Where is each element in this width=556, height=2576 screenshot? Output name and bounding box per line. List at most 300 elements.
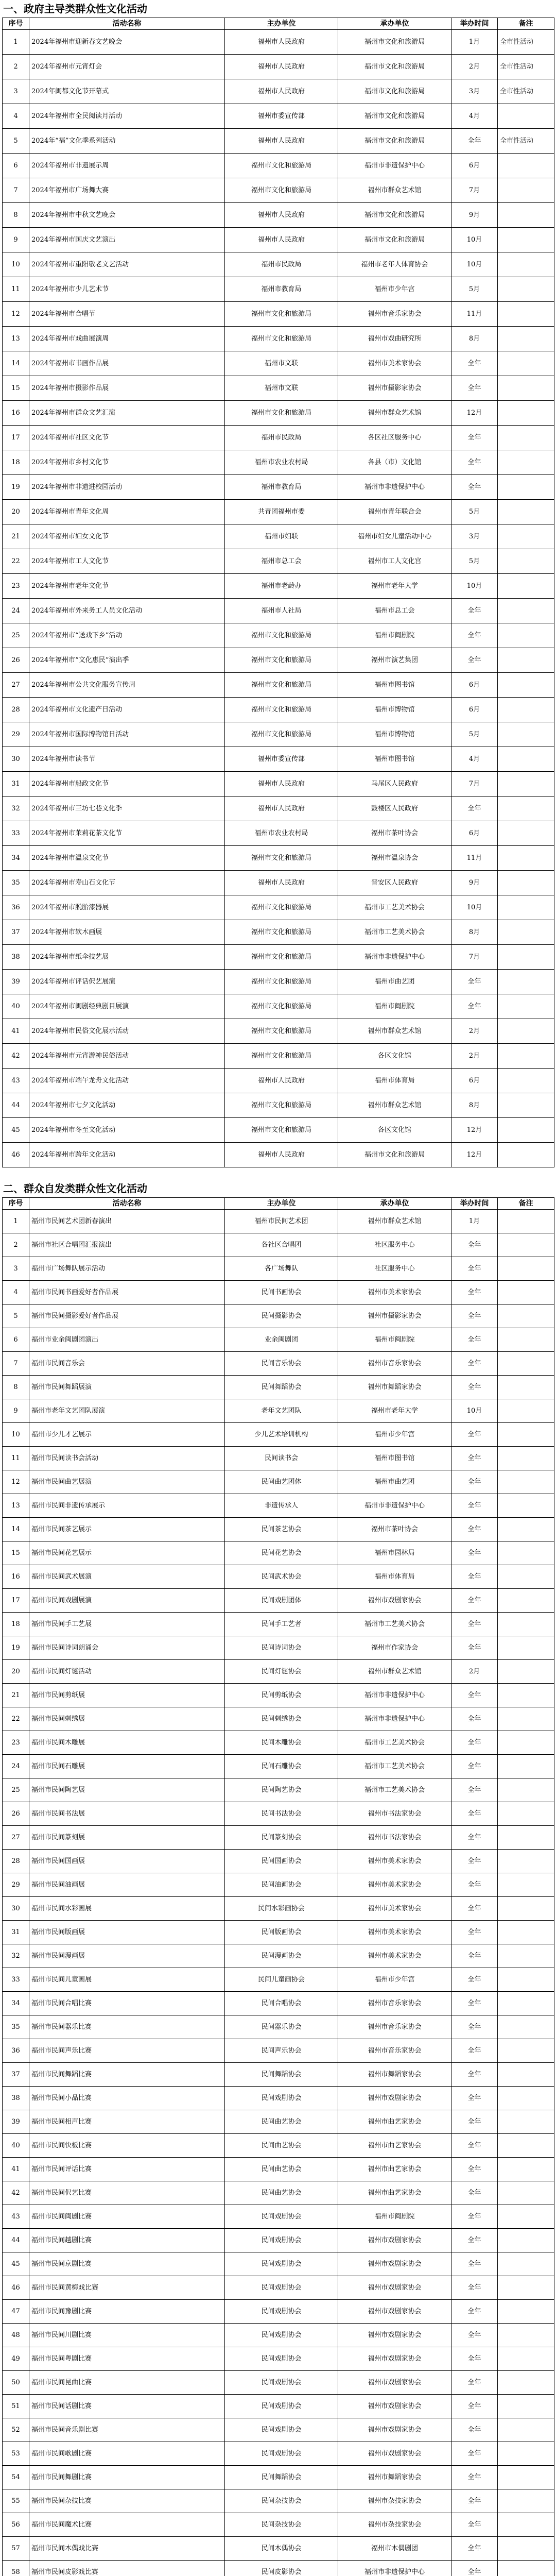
cell-time: 6月 [451,821,498,846]
cell-note [498,895,554,920]
cell-name: 福州市民间水彩画展 [29,1897,225,1921]
cell-name: 2024年福州市公共文化服务宣传周 [29,673,225,698]
cell-no: 37 [3,2063,29,2087]
cell-time: 8月 [451,327,498,351]
cell-org: 福州市博物馆 [338,722,451,747]
cell-org: 福州市演艺集团 [338,648,451,673]
cell-no: 19 [3,475,29,500]
cell-note [498,2537,554,2561]
cell-name: 2024年福州市少儿艺术节 [29,277,225,302]
cell-note [498,2158,554,2181]
cell-time: 8月 [451,1093,498,1118]
cell-host: 福州市文化和旅游局 [225,401,338,426]
cell-no: 10 [3,252,29,277]
cell-note: 全市性活动 [498,30,554,55]
cell-host: 福州市文化和旅游局 [225,1019,338,1044]
table-row [3,1093,554,1118]
cell-time: 全年 [451,2252,498,2276]
cell-host: 民间戏剧团体 [225,1589,338,1613]
cell-host: 民间杂技协会 [225,2489,338,2513]
column-header-note: 备注 [498,18,554,30]
cell-name: 福州市老年文艺团队展演 [29,1399,225,1423]
cell-host: 民间舞蹈协会 [225,2466,338,2489]
cell-name: 2024年福州市戏曲展演周 [29,327,225,351]
cell-org: 福州市戏曲研究所 [338,327,451,351]
cell-no: 35 [3,871,29,895]
cell-no: 6 [3,1328,29,1352]
cell-time: 全年 [451,1921,498,1944]
cell-note [498,1423,554,1447]
table-row [3,376,554,401]
cell-time: 全年 [451,1541,498,1565]
cell-org: 福州市闽剧院 [338,623,451,648]
table-row [3,648,554,673]
cell-no: 30 [3,747,29,772]
cell-name: 2024年福州市脱胎漆器展 [29,895,225,920]
table-row [3,1589,554,1613]
cell-no: 12 [3,302,29,327]
cell-no: 41 [3,2158,29,2181]
cell-time: 1月 [451,1210,498,1233]
table-row [3,2418,554,2442]
cell-org: 福州市工艺美术协会 [338,1613,451,1636]
cell-host: 民间版画协会 [225,1921,338,1944]
cell-no: 9 [3,228,29,252]
cell-host: 民间戏剧协会 [225,2324,338,2347]
cell-org: 福州市少年宫 [338,1968,451,1992]
cell-host: 福州市文化和旅游局 [225,846,338,871]
cell-host: 福州市人民政府 [225,796,338,821]
cell-note [498,846,554,871]
cell-note [498,2181,554,2205]
cell-note [498,1376,554,1399]
cell-name: 2024年福州市重阳敬老文艺活动 [29,252,225,277]
cell-no: 43 [3,2205,29,2229]
cell-no: 40 [3,2134,29,2158]
table-row [3,623,554,648]
cell-no: 24 [3,1755,29,1778]
cell-no: 26 [3,648,29,673]
cell-org: 福州市曲艺家协会 [338,2134,451,2158]
cell-note [498,1093,554,1118]
cell-no: 15 [3,1541,29,1565]
table-row [3,1069,554,1093]
table-row [3,698,554,722]
cell-name: 福州市民间儿童画展 [29,1968,225,1992]
cell-name: 2024年闽都文化节开幕式 [29,79,225,104]
cell-no: 18 [3,1613,29,1636]
cell-no: 14 [3,1518,29,1541]
cell-org: 福州市摄影家协会 [338,1304,451,1328]
cell-note [498,154,554,178]
cell-no: 3 [3,79,29,104]
cell-note [498,2347,554,2371]
cell-name: 2024年福州市闽剧经典剧目展演 [29,994,225,1019]
cell-host: 民间音乐协会 [225,1352,338,1376]
cell-note [498,1044,554,1069]
table-row [3,79,554,104]
section-1 [0,0,556,1180]
cell-time: 全年 [451,1233,498,1257]
cell-host: 民间曲艺团体 [225,1470,338,1494]
cell-no: 38 [3,945,29,970]
cell-no: 10 [3,1423,29,1447]
cell-name: 福州市民间曲艺展演 [29,1470,225,1494]
cell-no: 1 [3,1210,29,1233]
cell-note [498,426,554,450]
cell-org: 福州市闽剧院 [338,1328,451,1352]
cell-time: 全年 [451,2395,498,2418]
cell-no: 22 [3,1707,29,1731]
table-row [3,154,554,178]
cell-org: 福州市文化和旅游局 [338,55,451,79]
cell-time: 9月 [451,871,498,895]
cell-no: 58 [3,2561,29,2576]
cell-time: 9月 [451,203,498,228]
cell-time: 10月 [451,1399,498,1423]
cell-time: 10月 [451,895,498,920]
cell-note [498,722,554,747]
table-row [3,104,554,129]
cell-name: 福州市民间小品比赛 [29,2087,225,2110]
cell-org: 社区服务中心 [338,1257,451,1281]
table-row [3,30,554,55]
cell-name: 福州市民间京剧比赛 [29,2252,225,2276]
cell-note [498,1281,554,1304]
table-row [3,500,554,524]
cell-note: 全市性活动 [498,129,554,154]
cell-org: 福州市书法家协会 [338,1826,451,1850]
table-row [3,1897,554,1921]
table-row [3,277,554,302]
cell-org: 福州市舞蹈家协会 [338,1376,451,1399]
cell-note [498,2087,554,2110]
cell-time: 全年 [451,623,498,648]
cell-note [498,1992,554,2015]
cell-host: 福州市委宣传部 [225,747,338,772]
cell-no: 53 [3,2442,29,2466]
cell-note [498,1944,554,1968]
cell-host: 民间石雕协会 [225,1755,338,1778]
cell-note [498,1565,554,1589]
cell-org: 马尾区人民政府 [338,772,451,796]
cell-time: 4月 [451,104,498,129]
cell-org: 福州市老年大学 [338,574,451,599]
cell-org: 福州市美术家协会 [338,1281,451,1304]
cell-time: 全年 [451,376,498,401]
cell-note [498,1968,554,1992]
cell-host: 民间灯谜协会 [225,1660,338,1684]
cell-time: 全年 [451,2300,498,2324]
cell-org: 福州市美术家协会 [338,1897,451,1921]
cell-org: 福州市茶叶协会 [338,821,451,846]
table-row [3,1684,554,1707]
cell-name: 福州市民间豫剧比赛 [29,2300,225,2324]
cell-org: 福州市木偶剧团 [338,2537,451,2561]
table-row [3,203,554,228]
table-row [3,1518,554,1541]
cell-time: 全年 [451,2276,498,2300]
table-row [3,574,554,599]
cell-time: 全年 [451,2442,498,2466]
cell-note [498,2513,554,2537]
cell-org: 福州市戏剧家协会 [338,1589,451,1613]
cell-no: 14 [3,351,29,376]
cell-name: 福州市民间相声比赛 [29,2110,225,2134]
cell-no: 37 [3,920,29,945]
table-row [3,2347,554,2371]
cell-note [498,277,554,302]
cell-org: 福州市非遗保护中心 [338,945,451,970]
cell-host: 民间舞蹈协会 [225,2063,338,2087]
cell-name: 2024年福州市纸伞技艺展 [29,945,225,970]
cell-org: 福州市非遗保护中心 [338,154,451,178]
table-row [3,1494,554,1518]
cell-host: 民间皮影协会 [225,2561,338,2576]
table-row [3,351,554,376]
cell-time: 3月 [451,524,498,549]
cell-name: 2024年福州市七夕文化活动 [29,1093,225,1118]
cell-name: 福州市民间国画展 [29,1850,225,1873]
cell-host: 福州市人民政府 [225,203,338,228]
cell-no: 7 [3,1352,29,1376]
cell-no: 29 [3,1873,29,1897]
cell-host: 民间国画协会 [225,1850,338,1873]
cell-no: 33 [3,1968,29,1992]
cell-org: 福州市美术家协会 [338,1850,451,1873]
cell-org: 福州市美术家协会 [338,1921,451,1944]
cell-time: 12月 [451,1118,498,1143]
table-row [3,1044,554,1069]
cell-note [498,1304,554,1328]
cell-time: 全年 [451,2466,498,2489]
cell-note [498,1328,554,1352]
cell-time: 全年 [451,2134,498,2158]
cell-time: 全年 [451,1447,498,1470]
table-row [3,1755,554,1778]
cell-note [498,549,554,574]
cell-host: 福州市农业农村局 [225,450,338,475]
cell-name: 2024年福州市外来务工人员文化活动 [29,599,225,623]
cell-name: 2024年福州市民俗文化展示活动 [29,1019,225,1044]
table-row [3,2181,554,2205]
cell-name: 福州市民间戏剧展演 [29,1589,225,1613]
cell-note [498,228,554,252]
cell-no: 19 [3,1636,29,1660]
cell-no: 49 [3,2347,29,2371]
cell-no: 46 [3,1143,29,1167]
cell-name: 福州市民间魔术比赛 [29,2513,225,2537]
cell-org: 福州市作家协会 [338,1636,451,1660]
cell-host: 民间木偶协会 [225,2537,338,2561]
cell-name: 福州市民间石雕展 [29,1755,225,1778]
cell-note [498,1613,554,1636]
cell-time: 10月 [451,252,498,277]
cell-time: 全年 [451,1589,498,1613]
cell-host: 民间曲艺协会 [225,2181,338,2205]
cell-time: 全年 [451,2229,498,2252]
cell-note [498,2063,554,2087]
table-row [3,2158,554,2181]
cell-host: 福州市人民政府 [225,79,338,104]
cell-note [498,1921,554,1944]
cell-time: 12月 [451,401,498,426]
cell-org: 福州市摄影家协会 [338,376,451,401]
cell-name: 福州市民间昆曲比赛 [29,2371,225,2395]
cell-host: 福州市人民政府 [225,129,338,154]
cell-no: 13 [3,1494,29,1518]
cell-time: 6月 [451,154,498,178]
cell-time: 全年 [451,2561,498,2576]
cell-org: 福州市体育局 [338,1069,451,1093]
cell-host: 非遗传承人 [225,1494,338,1518]
cell-name: 福州市民间舞蹈比赛 [29,2063,225,2087]
cell-host: 共青团福州市委 [225,500,338,524]
cell-host: 民间戏剧协会 [225,2229,338,2252]
cell-no: 44 [3,1093,29,1118]
table-row [3,450,554,475]
cell-org: 福州市青年联合会 [338,500,451,524]
table-row [3,1019,554,1044]
cell-org: 福州市曲艺家协会 [338,2181,451,2205]
cell-host: 民间书画协会 [225,1281,338,1304]
cell-time: 全年 [451,1944,498,1968]
cell-name: 2024年福州市群众文艺汇演 [29,401,225,426]
cell-note [498,1019,554,1044]
cell-no: 41 [3,1019,29,1044]
cell-host: 民间戏剧协会 [225,2371,338,2395]
cell-time: 全年 [451,1778,498,1802]
cell-org: 福州市戏剧家协会 [338,2395,451,2418]
cell-name: 福州市民间杂技比赛 [29,2489,225,2513]
cell-no: 4 [3,1281,29,1304]
cell-time: 全年 [451,1565,498,1589]
cell-no: 25 [3,623,29,648]
cell-name: 福州市民间艺术团新春演出 [29,1210,225,1233]
cell-org: 福州市群众艺术馆 [338,1093,451,1118]
cell-name: 福州市民间武术展演 [29,1565,225,1589]
cell-org: 福州市非遗保护中心 [338,2561,451,2576]
cell-time: 3月 [451,79,498,104]
cell-time: 全年 [451,2039,498,2063]
cell-name: 福州市广场舞队展示活动 [29,1257,225,1281]
cell-time: 全年 [451,970,498,994]
table-row [3,1850,554,1873]
cell-host: 少儿艺术培训机构 [225,1423,338,1447]
cell-no: 52 [3,2418,29,2442]
cell-note [498,2300,554,2324]
cell-no: 11 [3,1447,29,1470]
cell-note [498,871,554,895]
cell-host: 民间杂技协会 [225,2513,338,2537]
table-row [3,2466,554,2489]
cell-name: 福州市少儿才艺展示 [29,1423,225,1447]
cell-note [498,450,554,475]
cell-time: 全年 [451,2205,498,2229]
cell-host: 民间曲艺协会 [225,2110,338,2134]
cell-note [498,1873,554,1897]
cell-org: 福州市群众艺术馆 [338,401,451,426]
table-row [3,2371,554,2395]
table-row [3,1257,554,1281]
cell-no: 32 [3,796,29,821]
cell-time: 全年 [451,1518,498,1541]
cell-time: 5月 [451,277,498,302]
table-row [3,1118,554,1143]
cell-note [498,970,554,994]
cell-org: 福州市文化和旅游局 [338,104,451,129]
cell-org: 福州市舞蹈家协会 [338,2466,451,2489]
cell-name: 2024年福州市合唱节 [29,302,225,327]
cell-org: 福州市戏剧家协会 [338,2276,451,2300]
cell-no: 38 [3,2087,29,2110]
cell-no: 34 [3,1992,29,2015]
table-row [3,1233,554,1257]
cell-host: 福州市人民政府 [225,772,338,796]
cell-host: 福州市民政局 [225,252,338,277]
cell-org: 福州市戏剧家协会 [338,2371,451,2395]
cell-time: 全年 [451,2537,498,2561]
table-row [3,1826,554,1850]
table-row [3,1613,554,1636]
cell-no: 36 [3,895,29,920]
table-row [3,1707,554,1731]
cell-name: 福州市民间篆刻展 [29,1826,225,1850]
cell-note [498,1352,554,1376]
column-header-host: 主办单位 [225,18,338,30]
cell-note [498,747,554,772]
cell-no: 25 [3,1778,29,1802]
table-row [3,2110,554,2134]
cell-host: 民间油画协会 [225,1873,338,1897]
cell-time: 全年 [451,796,498,821]
cell-time: 全年 [451,1873,498,1897]
cell-org: 福州市美术家协会 [338,1944,451,1968]
cell-name: 福州市民间话剧比赛 [29,2395,225,2418]
cell-host: 民间读书会 [225,1447,338,1470]
cell-org: 福州市杂技家协会 [338,2513,451,2537]
cell-time: 全年 [451,1636,498,1660]
cell-host: 福州市文化和旅游局 [225,178,338,203]
cell-note [498,475,554,500]
cell-no: 7 [3,178,29,203]
cell-time: 全年 [451,994,498,1019]
cell-name: 2024年福州市书画作品展 [29,351,225,376]
cell-name: 2024年福州市国际博物馆日活动 [29,722,225,747]
cell-org: 福州市音乐家协会 [338,1352,451,1376]
cell-org: 福州市戏剧家协会 [338,2442,451,2466]
cell-org: 福州市老年大学 [338,1399,451,1423]
table-row [3,1352,554,1376]
cell-note [498,1494,554,1518]
cell-host: 民间武术协会 [225,1565,338,1589]
column-header-name: 活动名称 [29,1198,225,1210]
cell-host: 福州市文化和旅游局 [225,1093,338,1118]
cell-note [498,104,554,129]
cell-org: 福州市音乐家协会 [338,1992,451,2015]
cell-name: 2024年福州市青年文化周 [29,500,225,524]
table-row [3,1660,554,1684]
cell-name: 福州市民间越剧比赛 [29,2229,225,2252]
cell-time: 全年 [451,2015,498,2039]
cell-time: 全年 [451,1707,498,1731]
table-row [3,2442,554,2466]
cell-host: 福州市教育局 [225,277,338,302]
cell-time: 全年 [451,2110,498,2134]
cell-time: 全年 [451,1731,498,1755]
cell-name: 福州市民间木雕展 [29,1731,225,1755]
cell-host: 业余闽剧团 [225,1328,338,1352]
